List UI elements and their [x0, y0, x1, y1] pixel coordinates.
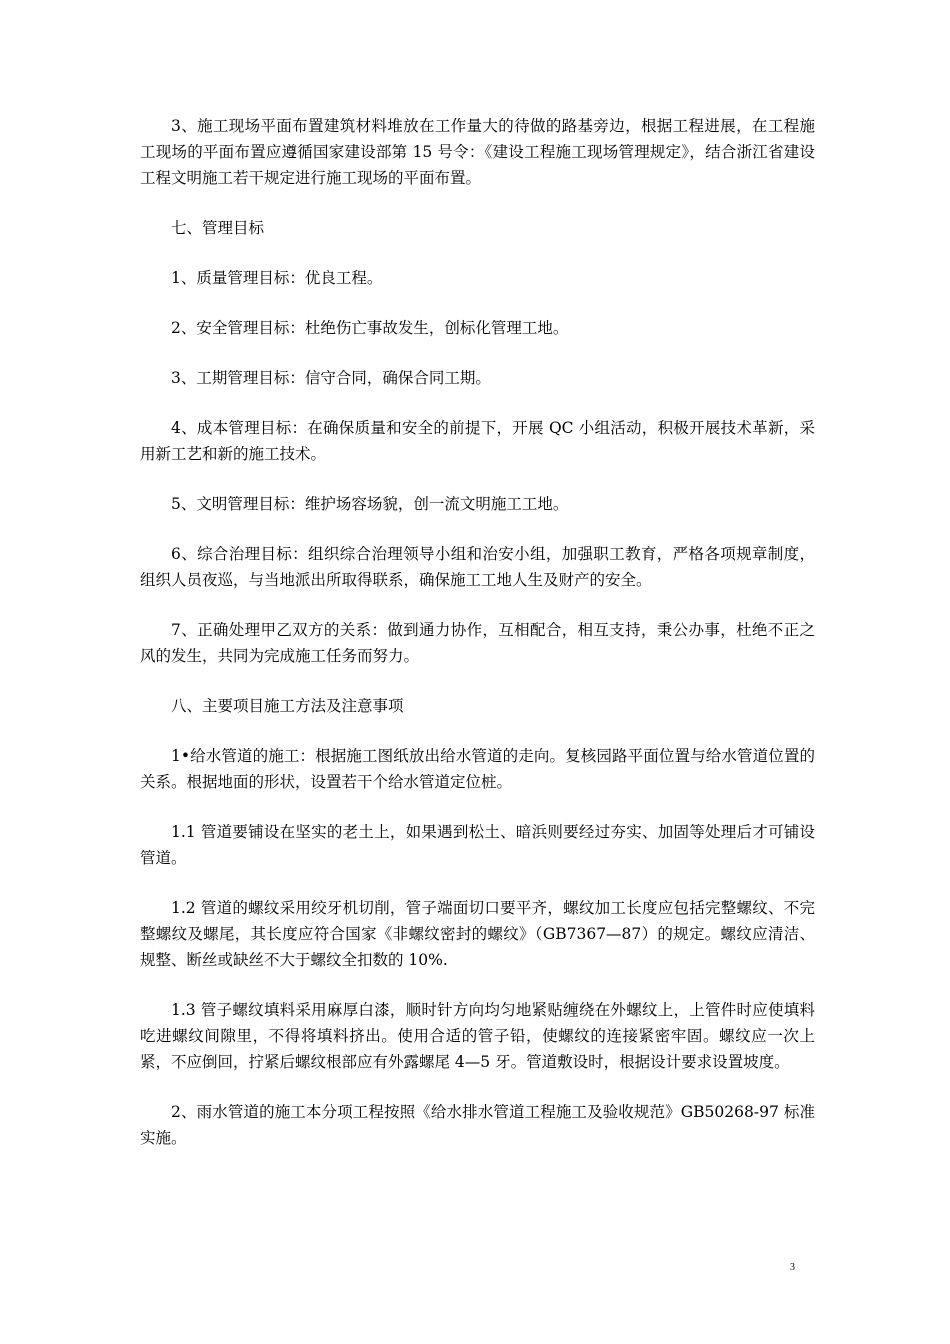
- document-body: [140, 113, 815, 1175]
- paragraph-water-supply-pipe: 1•给水管道的施工：根据施工图纸放出给水管道的走向。复核园路平面位置与给水管道位置的关系。根据地面的形状，设置若干个给水管道定位桩。: [140, 747, 815, 791]
- paragraph-quality-goal: 1、质量管理目标：优良工程。: [171, 269, 383, 287]
- paragraph-governance-goal: 6、综合治理目标：组织综合治理领导小组和治安小组，加强职工教育，严格各项规章制度，组织人员夜巡，与当地派出所取得联系，确保施工工地人生及财产的安全。: [140, 545, 815, 589]
- paragraph-safety-goal: 2、安全管理目标：杜绝伤亡事故发生，创标化管理工地。: [171, 319, 569, 337]
- page-number: 3: [790, 1262, 795, 1273]
- section-heading-management-goals: 七、管理目标: [171, 219, 265, 237]
- paragraph-thread-filler: 1.3 管子螺纹填料采用麻厚白漆，顺时针方向均匀地紧贴缠绕在外螺纹上，上管件时应使填料吃进螺纹间隙里，不得将填料挤出。使用合适的管子铅，使螺纹的连接紧密牢固。螺纹应一次上紧，不应倒回，拧紧后螺纹根部应有外露螺尾 4—5 牙。管道敷设时，根据设计要求设置坡度。: [140, 1001, 815, 1071]
- section-heading-construction-methods: 八、主要项目施工方法及注意事项: [171, 697, 404, 715]
- paragraph-rainwater-pipe: 2、雨水管道的施工本分项工程按照《给水排水管道工程施工及验收规范》GB50268-97 标准实施。: [140, 1103, 815, 1147]
- paragraph-schedule-goal: 3、工期管理目标：信守合同，确保合同工期。: [171, 369, 491, 387]
- paragraph-pipe-threading: 1.2 管道的螺纹采用绞牙机切削，管子端面切口要平齐，螺纹加工长度应包括完整螺纹、不完整螺纹及螺尾，其长度应符合国家《非螺纹密封的螺纹》（GB7367—87）的规定。螺纹应清洁、规整、断丝或缺丝不大于螺纹全扣数的 10%.: [140, 899, 815, 969]
- paragraph-party-relations: 7、正确处理甲乙双方的关系：做到通力协作，互相配合，相互支持，秉公办事，杜绝不正之风的发生，共同为完成施工任务而努力。: [140, 621, 815, 665]
- paragraph-pipe-bedding: 1.1 管道要铺设在坚实的老土上，如果遇到松土、暗浜则要经过夯实、加固等处理后才可铺设管道。: [140, 823, 815, 867]
- paragraph-cost-goal: 4、成本管理目标：在确保质量和安全的前提下，开展 QC 小组活动，积极开展技术革新，采用新工艺和新的施工技术。: [140, 419, 815, 463]
- paragraph-site-layout: 3、施工现场平面布置建筑材料堆放在工作量大的待做的路基旁边，根据工程进展，在工程施工现场的平面布置应遵循国家建设部第 15 号令：《建设工程施工现场管理规定》，结合浙江省建设工程文明施工若干规定进行施工现场的平面布置。: [140, 117, 815, 187]
- paragraph-civilization-goal: 5、文明管理目标：维护场容场貌，创一流文明施工工地。: [171, 495, 569, 513]
